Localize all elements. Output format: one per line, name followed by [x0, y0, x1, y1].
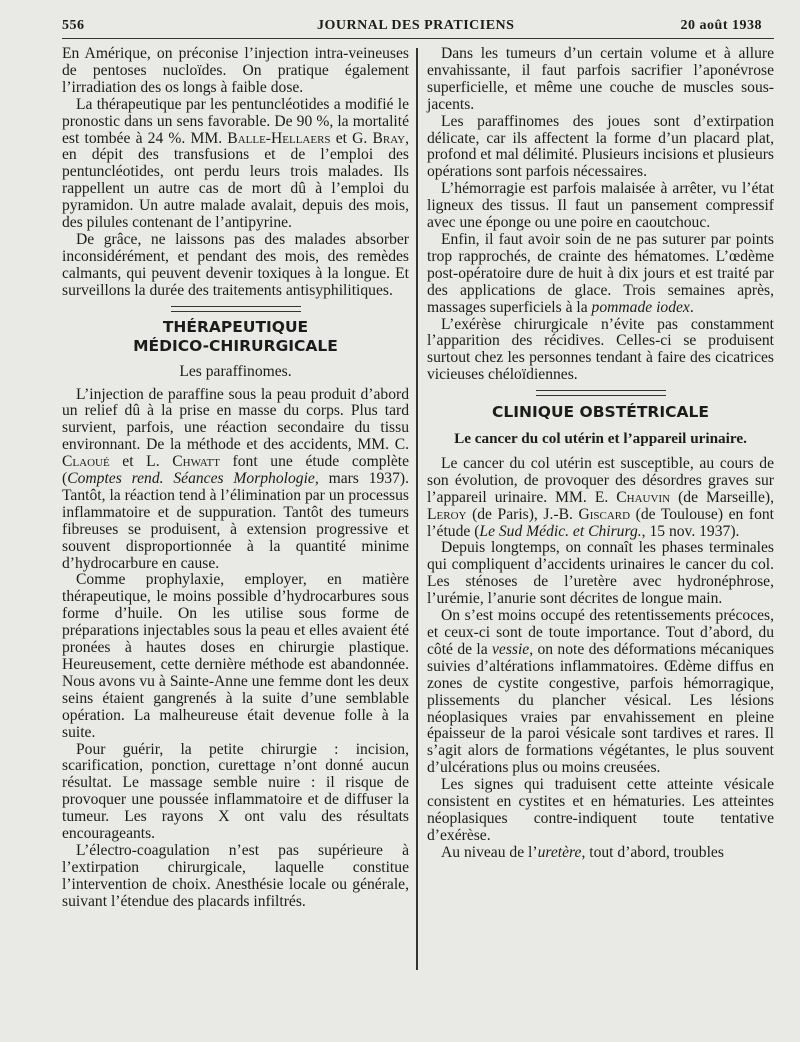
left-column: [62, 46, 409, 911]
paragraph: Comme prophylaxie, employer, en matière thérapeutique, le moins possible d’hydrocarbures sous forme d’huile. On les utilise sous forme de préparations injectables sous la peau et elles avaient été pronées à hautes doses en chirurgie plastique. Heureusement, cette dernière méthode est abandonnée. Nous avons vu à Sainte-Anne une femme dont les deux seins étaient gangrenés à la suite d’une semblable opération. La malheureuse était devenue folle à la suite.: [62, 571, 409, 741]
paragraph: L’électro-coagulation n’est pas supérieure à l’extirpation chirurgicale, laquelle constitue l’intervention de choix. Anesthésie locale ou générale, suivant l’étendue des placards infiltrés.: [62, 841, 409, 910]
header-rule: [62, 38, 774, 39]
subheading: Le cancer du col utérin et l’appareil urinaire.: [454, 430, 747, 448]
emphasis: vessie: [492, 640, 530, 658]
paragraph: De grâce, ne laissons pas des malades absorber inconsidérément, et pendant des mois, des remèdes calmants, qui peuvent devenir toxiques à la longue. Et surveillons la durée des traitements antisyphilitiques.: [62, 230, 409, 299]
author-name: Bray: [372, 129, 406, 147]
author-name: Chwatt: [172, 453, 220, 471]
column-divider: [416, 48, 418, 970]
section-title: THÉRAPEUTIQUE MÉDICO-CHIRURGICALE: [133, 317, 338, 355]
subheading: Les paraffinomes.: [179, 362, 292, 380]
section-rule: [536, 390, 666, 396]
emphasis: uretère: [537, 843, 582, 861]
paragraph: L’injection de paraffine sous la peau produit d’abord un relief dû à la prise en masse du corps. Plus tard survient, parfois, une réaction secondaire du tissu environnant. De la méthode et des accidents, MM. C. Claoué et L. Chwatt font une étude complète (Comptes rend. Séances Morphologie, mars 1937). Tantôt, la réaction tend à l’élimination par un processus inflammatoire et de suppuration. Tantôt des tumeurs fibreuses se produisent, à extension progressive et souvent disproportionnée à la quantité minime d’hydrocarbure en cause.: [62, 385, 409, 572]
section-title: CLINIQUE OBSTÉTRICALE: [492, 403, 709, 422]
citation: Comptes rend. Séances Morphologie,: [67, 470, 319, 488]
page-number: 556: [62, 18, 85, 33]
paragraph: L’hémorragie est parfois malaisée à arrêter, vu l’état ligneux des tissus. Il faut un pansement compressif avec une éponge ou une poire en caoutchouc.: [427, 180, 774, 232]
paragraph: Enfin, il faut avoir soin de ne pas suturer par points trop rapprochés, de crainte des hématomes. L’œdème post-opératoire dure de huit à dix jours et est traité par des applications de glace. Trois semaines après, massages superficiels à la pommade iodex.: [427, 230, 774, 316]
running-header: [62, 14, 762, 38]
paragraph: L’exérèse chirurgicale n’évite pas constamment l’apparition des récidives. Celles-ci se produisent surtout chez les personnes tendant à faire des cicatrices vicieuses chéloïdiennes.: [427, 315, 774, 384]
paragraph: La thérapeutique par les pentuncléotides a modifié le pronostic dans un sens favorable. De 90 %, la mortalité est tombée à 24 %. MM. Balle-Hellaers et G. Bray, en dépit des transfusions et de l’emploi des pentuncléotides, ont perdu leurs trois malades. Ils rappellent un autre cas de mort dû à l’emploi du pyramidon. Un autre malade avalait, depuis des mois, des pilules contenant de l’antipyrine.: [62, 95, 409, 232]
paragraph: En Amérique, on préconise l’injection intra-veineuses de pentoses nucloïdes. On pratique également l’irradiation des os longs à faible dose.: [62, 45, 409, 96]
author-name: Claoué: [62, 453, 110, 471]
paragraph: Au niveau de l’uretère, tout d’abord, troubles: [441, 843, 724, 861]
author-name: Balle-Hellaers: [227, 129, 331, 147]
paragraph: Dans les tumeurs d’un certain volume et à allure envahissante, il faut parfois sacrifier l’aponévrose superficielle, et même une couche de muscles sous-jacents.: [427, 45, 774, 113]
paragraph: Pour guérir, la petite chirurgie : incision, scarification, ponction, curettage n’ont donné aucun résultat. Le massage semble nuire : il risque de provoquer une poussée inflammatoire et de diffuser la tumeur. Les rayons X ont valu des résultats encourageants.: [62, 740, 409, 843]
issue-date: 20 août 1938: [680, 18, 762, 33]
paragraph: Depuis longtemps, on connaît les phases terminales qui compliquent d’accidents urinaires le cancer du col. Les sténoses de l’uretère avec hydronéphrose, l’urémie, l’anurie sont décrites de longue main.: [427, 539, 774, 608]
journal-title: JOURNAL DES PRATICIENS: [317, 18, 515, 33]
emphasis: pommade iodex: [591, 298, 690, 316]
author-name: Leroy: [427, 505, 467, 523]
paragraph: On s’est moins occupé des retentissements précoces, et ceux-ci sont de toute importance. Tout d’abord, du côté de la vessie, on note des déformations mécaniques suivies d’altérations inflammatoires. Œdème diffus en zones de cystite congestive, parfois hémorragique, plissements du plancher vésical. Les lésions néoplasiques vraies par envahissement en pleine épaisseur de la paroi vésicale sont tardives et rares. Il s’agit alors de formations végétantes, le plus souvent d’ulcérations plus ou moins creusées.: [427, 607, 774, 777]
paragraph: Les signes qui traduisent cette atteinte vésicale consistent en cystites et en hématuries. Les atteintes néoplasiques contre-indiquent toute tentative d’exérèse.: [427, 776, 774, 844]
section-rule: [171, 306, 301, 312]
paragraph: Les paraffinomes des joues sont d’extirpation délicate, car ils affectent la forme d’un placard plat, profond et mal délimité. Plusieurs incisions et plusieurs opérations sont parfois nécessaires.: [427, 112, 774, 181]
author-name: Giscard: [578, 505, 631, 523]
paragraph: Le cancer du col utérin est susceptible, au cours de son évolution, de provoquer des désordres graves sur l’appareil urinaire. MM. E. Chauvin (de Marseille), Leroy (de Paris), J.-B. Giscard (de Toulouse) en font l’étude (Le Sud Médic. et Chirurg., 15 nov. 1937).: [427, 454, 775, 540]
citation: Le Sud Médic. et Chirurg.: [479, 522, 642, 540]
right-column: [427, 46, 774, 862]
author-name: Chauvin: [616, 488, 671, 506]
